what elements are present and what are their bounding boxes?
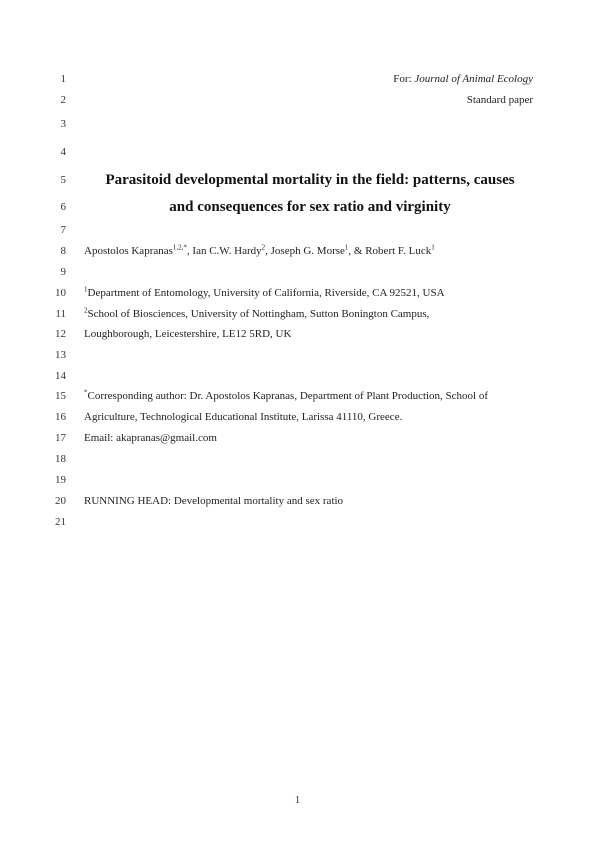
affiliation-marker: 1: [84, 285, 88, 294]
paper-type: Standard paper: [466, 94, 533, 106]
line-number: 3: [60, 118, 66, 130]
line-number: 14: [55, 370, 66, 382]
line-number: 18: [55, 453, 66, 465]
line-number: 13: [55, 349, 66, 361]
line-number: 12: [55, 328, 66, 340]
author-separator: ,: [186, 245, 193, 257]
line-number: 9: [60, 266, 66, 278]
corresponding-author-continued: Agriculture, Technological Educational Institute, Larissa 41110, Greece.: [84, 411, 403, 423]
affiliation-marker: 2: [84, 306, 88, 315]
author-affiliation-marker: 1: [344, 243, 349, 252]
line-number: 19: [55, 474, 66, 486]
line-number: 21: [55, 516, 66, 528]
author-name: Ian C.W. Hardy: [192, 245, 262, 257]
journal-name: Journal of Animal Ecology: [414, 73, 533, 85]
author-separator: ,: [265, 245, 271, 257]
author-affiliation-marker: 2: [261, 243, 266, 252]
journal-prefix: For:: [393, 73, 415, 85]
corresponding-email: Email: akapranas@gmail.com: [84, 432, 217, 444]
author-name: Robert F. Luck: [365, 245, 432, 257]
corresponding-marker: *: [84, 388, 88, 397]
corresponding-text: Corresponding author: Dr. Apostolos Kapranas, Department of Plant Production, School of: [87, 390, 489, 402]
author-affiliation-marker: 1,2,*: [172, 243, 187, 252]
paper-title-line-1: Parasitoid developmental mortality in the field: patterns, causes: [105, 172, 515, 188]
author-name: Joseph G. Morse: [270, 245, 345, 257]
line-number: 11: [55, 308, 66, 320]
affiliation-1: [84, 286, 445, 300]
running-head: RUNNING HEAD: Developmental mortality and sex ratio: [84, 495, 344, 507]
line-number: 6: [60, 201, 66, 213]
author-name: Apostolos Kapranas: [84, 245, 173, 257]
paper-title-line-2: and consequences for sex ratio and virginity: [169, 199, 451, 215]
affiliation-2-continued: Loughborough, Leicestershire, LE12 5RD, UK: [84, 328, 292, 340]
author-affiliation-marker: 1: [431, 243, 435, 252]
line-number: 15: [55, 390, 66, 402]
affiliation-text: School of Biosciences, University of Nottingham, Sutton Bonington Campus,: [87, 308, 430, 320]
line-number: 20: [55, 495, 66, 507]
line-number: 4: [60, 146, 66, 158]
journal-line: [393, 72, 533, 86]
line-number: 16: [55, 411, 66, 423]
line-number: 2: [60, 94, 66, 106]
affiliation-2: [84, 307, 429, 321]
page-number: 1: [294, 794, 301, 806]
line-number: 8: [60, 245, 66, 257]
affiliation-text: Department of Entomology, University of California, Riverside, CA 92521, USA: [87, 287, 445, 299]
author-list: [84, 244, 435, 258]
line-number: 1: [60, 73, 66, 85]
corresponding-author: [84, 389, 488, 403]
line-number: 5: [60, 174, 66, 186]
line-number: 17: [55, 432, 66, 444]
line-number: 7: [60, 224, 66, 236]
line-number: 10: [55, 287, 66, 299]
author-separator: , &: [348, 245, 366, 257]
